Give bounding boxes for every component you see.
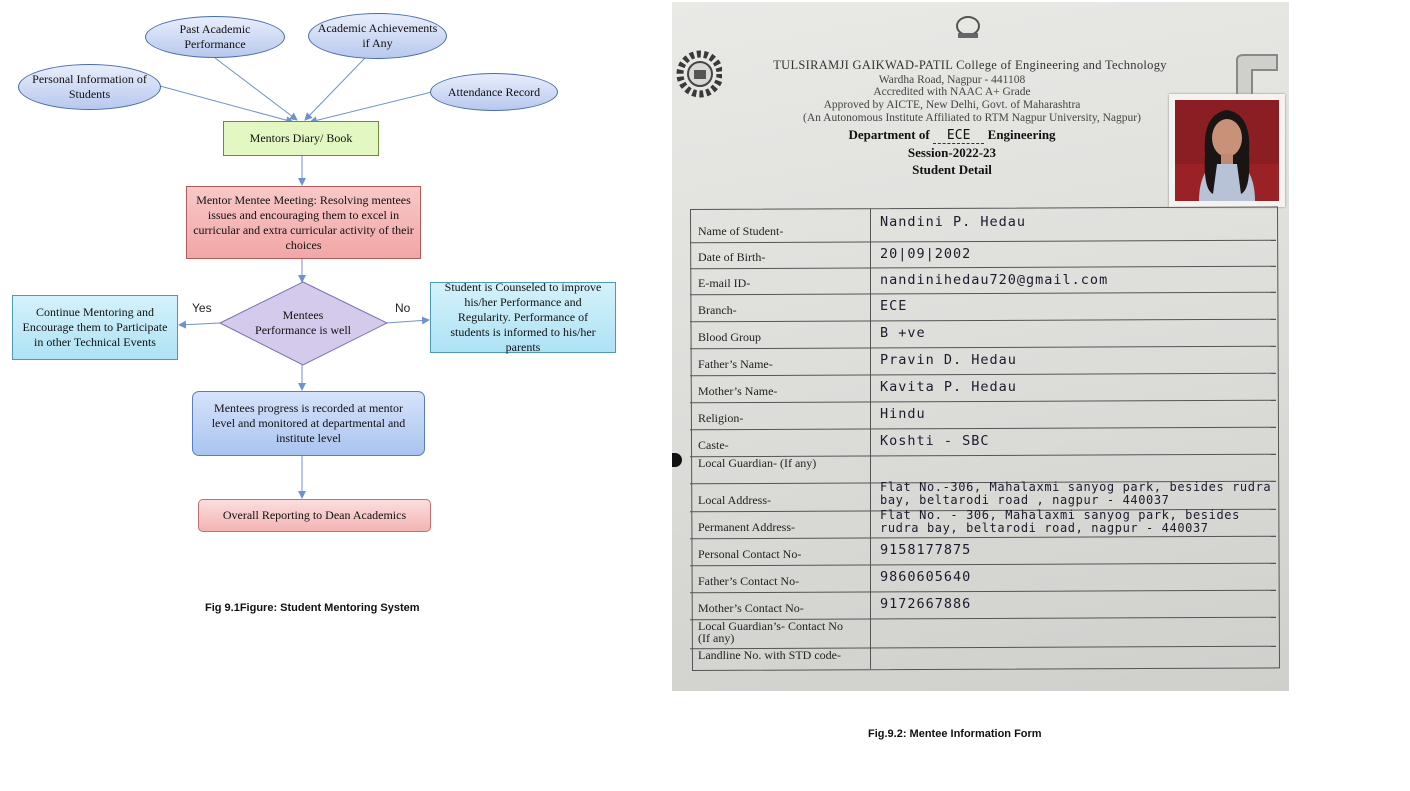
academic-achievements-node [308, 13, 447, 59]
accreditation-line: Accredited with NAAC A+ Grade [873, 86, 1031, 98]
naac-corner-logo [1232, 50, 1282, 100]
arrow-personal-to-diary [160, 86, 293, 122]
form-row-label: Personal Contact No- [698, 547, 802, 561]
department-prefix: Department of [848, 127, 930, 142]
form-row-value: 20|09|2002 [880, 246, 972, 262]
form-row-label: Local Guardian’s- Contact No (If any) [698, 619, 843, 645]
mentee-information-form-photo [672, 2, 1289, 691]
session-line [672, 146, 1232, 159]
form-row-label: Blood Group [698, 330, 761, 344]
overall-reporting-text: Overall Reporting to Dean Academics [222, 508, 407, 522]
progress-recorded-node [192, 391, 425, 456]
form-row-label: Date of Birth- [698, 250, 766, 264]
form-row-value: B +ve [880, 325, 926, 341]
no-label: No [395, 301, 411, 315]
college-name: TULSIRAMJI GAIKWAD-PATIL College of Engineering and Technology [773, 58, 1167, 72]
figure-9-2-caption: Fig.9.2: Mentee Information Form [868, 728, 1042, 740]
student-detail-title: Student Detail [912, 162, 992, 177]
arrow-past-to-diary [215, 58, 297, 120]
mentor-mentee-meeting-text: Mentor Mentee Meeting: Resolving mentees issues and encouraging them to excel in curricular and extra curricular activity of their choices [193, 192, 414, 252]
form-row-value: nandinihedau720@gmail.com [880, 272, 1109, 288]
form-row-label: Local Address- [698, 493, 771, 507]
student-detail-table [690, 207, 1280, 672]
session-prefix: Session- [907, 145, 953, 160]
form-row-label: Mother’s Contact No- [698, 601, 804, 615]
mentors-diary-node [223, 121, 379, 156]
past-academic-performance-text: Past Academic Performance [179, 22, 251, 51]
yes-label: Yes [192, 301, 212, 315]
college-address: Wardha Road, Nagpur - 441108 [878, 74, 1026, 86]
continue-mentoring-node [12, 295, 178, 360]
form-row-value: Flat No.-306, Mahalaxmi sanyog park, besides rudra bay, beltarodi road , nagpur - 440037 [880, 480, 1272, 507]
attendance-record-text: Attendance Record [447, 84, 541, 99]
form-row-value: Pravin D. Hedau [880, 352, 1017, 368]
session-value: 2022-23 [952, 145, 997, 160]
form-row-label: E-mail ID- [698, 276, 751, 290]
overall-reporting-node [198, 499, 431, 532]
decision-text-box [255, 300, 351, 346]
department-line [672, 128, 1232, 142]
student-portrait-image [1169, 94, 1285, 207]
form-row-label: Local Guardian- (If any) [698, 456, 817, 470]
counseled-node [430, 282, 616, 353]
form-row-label: Mother’s Name- [698, 384, 778, 398]
student-photo [1169, 94, 1285, 207]
department-suffix: Engineering [987, 127, 1056, 142]
affiliation-line: (An Autonomous Institute Affiliated to RTM Nagpur University, Nagpur) [803, 112, 1141, 124]
punch-hole [672, 453, 682, 467]
form-row-value: 9158177875 [880, 542, 972, 558]
form-row-label: Landline No. with STD code- [698, 648, 841, 662]
mentors-diary-text: Mentors Diary/ Book [249, 131, 353, 145]
form-row-label: Religion- [698, 411, 744, 425]
arrow-decision-to-yes [179, 323, 220, 325]
academic-achievements-text: Academic Achievements if Any [317, 21, 438, 50]
attendance-record-node [430, 73, 558, 111]
counseled-text: Student is Counseled to improve his/her Performance and Regularity. Performance of students is informed to his/her parents [444, 280, 602, 354]
approval-line: Approved by AICTE, New Delhi, Govt. of Maharashtra [823, 99, 1081, 111]
table-column-divider [870, 209, 871, 669]
figure-9-1-caption: Fig 9.1Figure: Student Mentoring System [205, 602, 420, 614]
form-row-value: Flat No. - 306, Mahalaxmi sanyog park, besides rudra bay, beltarodi road, nagpur - 440037 [880, 508, 1240, 535]
progress-recorded-text: Mentees progress is recorded at mentor level and monitored at departmental and institute level [211, 401, 406, 445]
college-crest-icon [952, 14, 984, 40]
form-row-label: Father’s Contact No- [698, 574, 800, 588]
form-row-value: Hindu [880, 406, 926, 422]
form-row-value: 9172667886 [880, 596, 972, 612]
form-row-value: Kavita P. Hedau [880, 379, 1017, 395]
form-row-value: Koshti - SBC [880, 433, 990, 449]
form-row-value: 9860605640 [880, 569, 972, 585]
personal-information-node [18, 64, 161, 110]
mentor-mentee-meeting-node [186, 186, 421, 259]
decision-text: Mentees Performance is well [255, 308, 351, 337]
form-row-value: Nandini P. Hedau [880, 214, 1027, 230]
form-row-label: Branch- [698, 303, 737, 317]
form-row-value: ECE [880, 298, 908, 314]
personal-information-text: Personal Information of Students [32, 72, 147, 101]
past-academic-performance-node [145, 16, 285, 58]
form-row-label: Permanent Address- [698, 520, 795, 534]
department-value: ECE [933, 128, 984, 144]
form-row-label: Caste- [698, 438, 729, 452]
continue-mentoring-text: Continue Mentoring and Encourage them to Participate in other Technical Events [22, 305, 168, 349]
arrow-decision-to-no [386, 320, 429, 323]
form-row-label: Father’s Name- [698, 357, 773, 371]
form-row-label: Name of Student- [698, 224, 784, 238]
